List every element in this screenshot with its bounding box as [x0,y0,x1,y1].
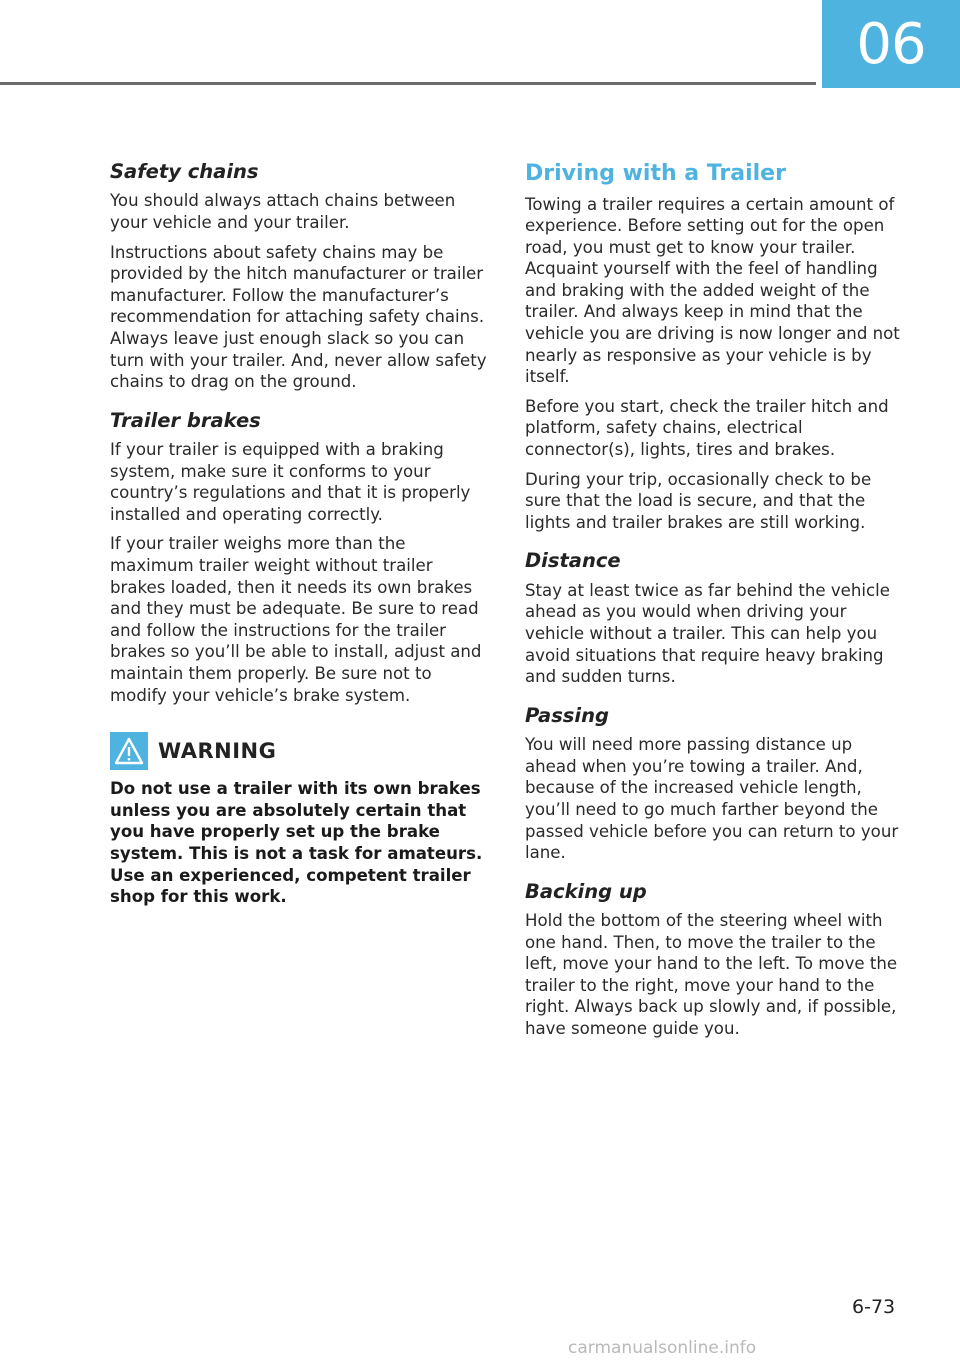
paragraph: If your trailer is equipped with a braking system, make sure it conforms to your country’s regulations and that it is properly installed and operating correctly. [110,440,471,524]
paragraph: You should always attach chains between your vehicle and your trailer. [110,191,456,232]
paragraph: Stay at least twice as far behind the vehicle ahead as you would when driving your vehicle without a trailer. This can help you avoid situations that require heavy braking and sudden turns. [525,580,890,687]
watermark: carmanualsonline.info [568,1338,757,1358]
warning-label: WARNING [158,739,277,764]
paragraph: Before you start, check the trailer hitch and platform, safety chains, electrical connector(s), lights, tires and brakes. [525,396,889,460]
paragraph: Towing a trailer requires a certain amount of experience. Before setting out for the open road, you must get to know your trailer. Acquaint yourself with the feel of handling and braking with the added weight of the trailer. And always keep in mind that the vehicle you are driving is now longer and not nearly as responsive as your vehicle is by itself. [525,194,900,387]
heading-distance: Distance [525,549,621,573]
chapter-tab [822,0,960,88]
right-column [525,160,903,1048]
paragraph: You will need more passing distance up ahead when you’re towing a trailer. And, because of the increased vehicle length, you’ll need to go much farther beyond the passed vehicle before you can return to your lane. [525,735,899,863]
heading-driving-with-trailer: Driving with a Trailer [525,161,786,186]
paragraph: Instructions about safety chains may be provided by the hitch manufacturer or trailer manufacturer. Follow the manufacturer’s recommendation for attaching safety chains. Always leave just enough slack so you can turn with your trailer. And, never allow safety chains to drag on the ground. [110,242,487,392]
heading-backing-up: Backing up [525,879,647,903]
chapter-number: 06 [856,11,926,77]
page-number: 6-73 [852,1296,896,1318]
heading-trailer-brakes: Trailer brakes [110,408,261,432]
header-rule [0,82,816,85]
paragraph: Hold the bottom of the steering wheel with one hand. Then, to move the trailer to the left, move your hand to the left. To move the trailer to the right, move your hand to the right. Always back up slowly and, if possible, have someone guide you. [525,911,898,1039]
warning-text: Do not use a trailer with its own brakes unless you are absolutely certain that you have properly set up the brake system. This is not a task for amateurs. Use an experienced, competent trailer shop for this work. [110,779,483,907]
paragraph: If your trailer weighs more than the maximum trailer weight without trailer brakes loaded, then it needs its own brakes and they must be adequate. Be sure to read and follow the instructions for the trailer brakes so you’ll be able to install, adjust and maintain them properly. Be sure not to modify your vehicle’s brake system. [110,534,482,705]
heading-safety-chains: Safety chains [110,160,259,183]
warning-header [110,732,492,770]
heading-passing: Passing [525,703,609,727]
paragraph: During your trip, occasionally check to be sure that the load is secure, and that the lights and trailer brakes are still working. [525,469,872,532]
warning-triangle-icon [110,732,148,770]
left-column [110,160,492,916]
